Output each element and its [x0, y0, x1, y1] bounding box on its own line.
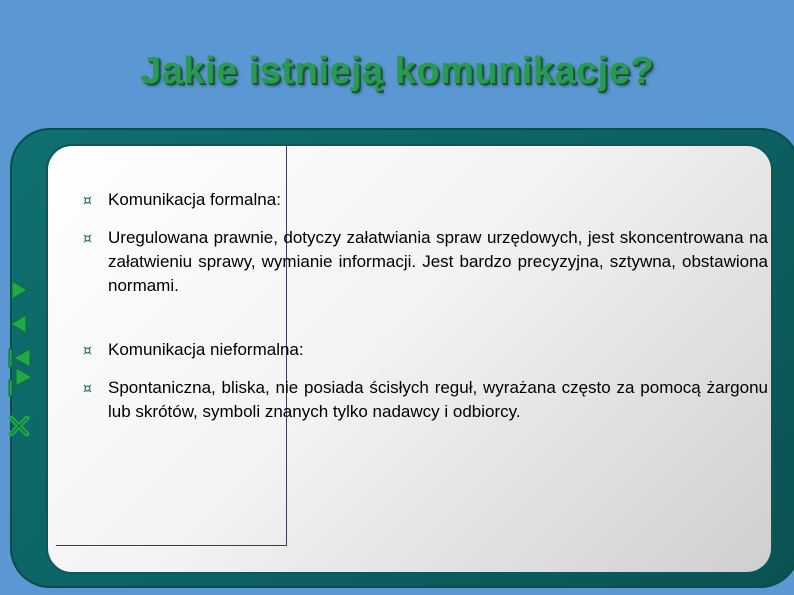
- bullet-icon: ¤: [83, 231, 92, 247]
- slide-content: [84, 188, 768, 424]
- list-item: [84, 338, 768, 362]
- slide-title: Jakie istnieją komunikacje?: [139, 50, 655, 92]
- list-item: [84, 226, 768, 298]
- exit-icon: [8, 415, 30, 437]
- previous-slide-icon: [10, 314, 28, 334]
- item-text: Uregulowana prawnie, dotyczy załatwiania spraw urzędowych, jest skoncentrowana na załatwieniu sprawy, wymianie informacji. Jest bardzo precyzyjna, sztywna, obstawiona normami.: [108, 228, 768, 295]
- last-slide-icon: [4, 366, 34, 398]
- next-slide-icon: [10, 280, 28, 300]
- bullet-icon: ¤: [83, 381, 92, 397]
- next-slide-button[interactable]: [2, 276, 36, 304]
- list-item: [84, 188, 768, 212]
- previous-slide-button[interactable]: [2, 310, 36, 338]
- item-text: Komunikacja nieformalna:: [108, 340, 304, 359]
- bullet-icon: ¤: [83, 343, 92, 359]
- item-text: Komunikacja formalna:: [108, 190, 281, 209]
- list-item: [84, 376, 768, 424]
- item-text: Spontaniczna, bliska, nie posiada ścisłych reguł, wyrażana często za pomocą żargonu lub skrótów, symboli znanych tylko nadawcy i odbiorcy.: [108, 378, 768, 421]
- last-slide-button[interactable]: [2, 368, 36, 396]
- divider-horizontal: [56, 545, 287, 546]
- bullet-icon: ¤: [83, 193, 92, 209]
- exit-button[interactable]: [2, 412, 36, 440]
